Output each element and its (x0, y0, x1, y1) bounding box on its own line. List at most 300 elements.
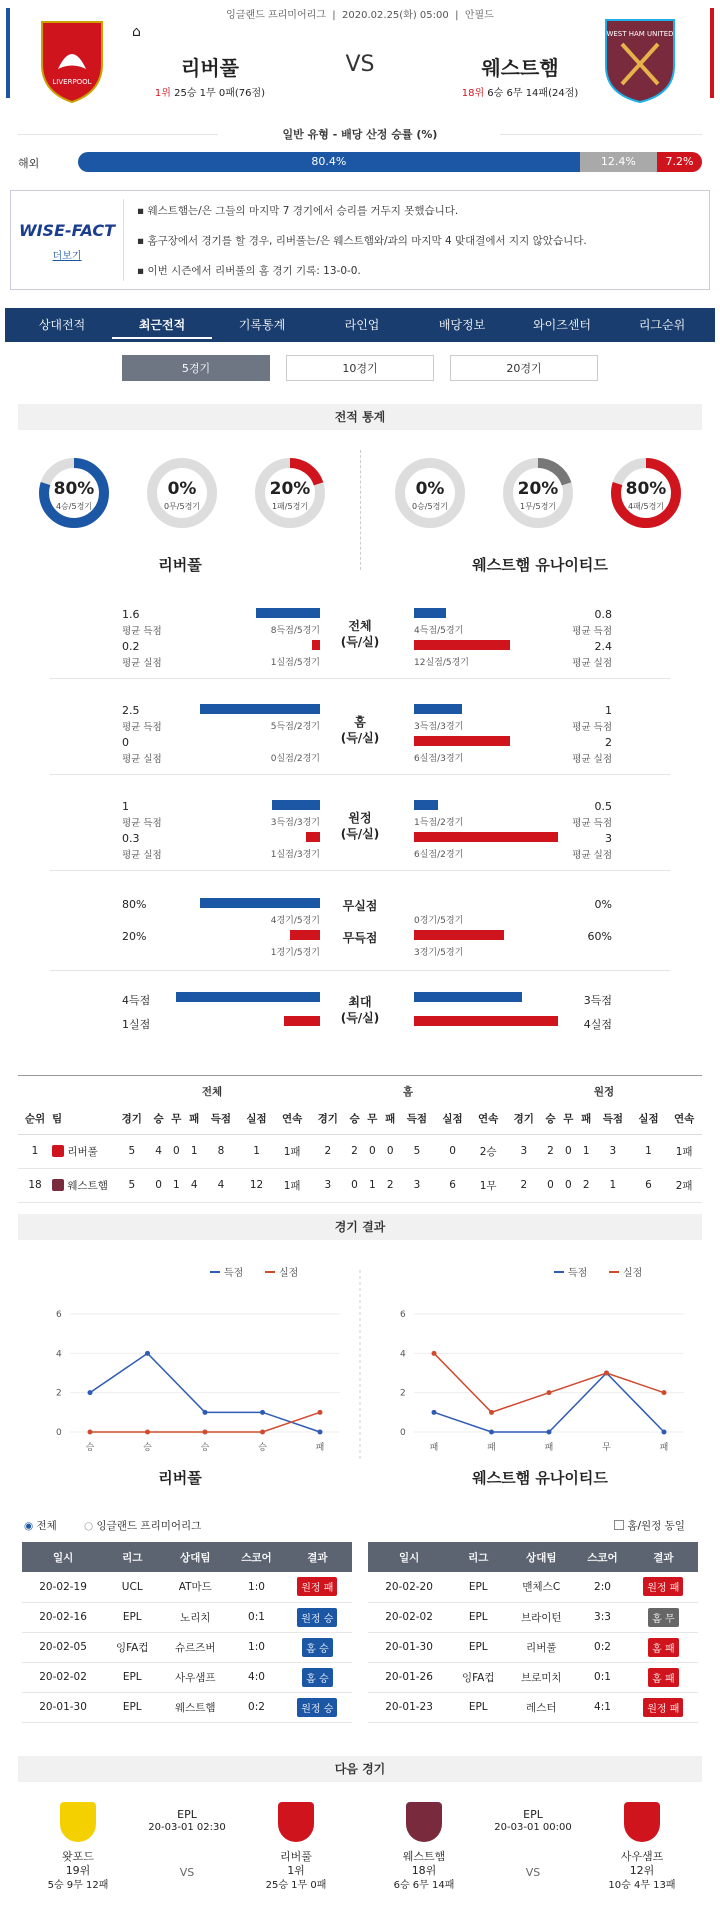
recent-row[interactable] (368, 1662, 698, 1692)
filter-league[interactable]: ○ 잉글랜드 프리미어리그 (84, 1520, 202, 1532)
more-link[interactable]: 더보기 (52, 251, 82, 262)
point-0-1-4 (318, 1410, 323, 1415)
home-home-gf: 2.5 (122, 704, 140, 717)
total-home-gf: 1.6 (122, 608, 140, 621)
col-1-2: 무 (367, 1113, 378, 1126)
clean-away_c1: 0% (594, 898, 612, 911)
col-0-2: 무 (171, 1113, 182, 1126)
next-vs: VS (525, 1866, 541, 1879)
col-0-6: 연속 (282, 1113, 303, 1126)
stat-cell: 2 (386, 1179, 394, 1191)
col-1-0: 경기 (317, 1113, 338, 1126)
result-badge: 홈 패 (648, 1638, 679, 1657)
standings-row (18, 1168, 702, 1202)
tab-0[interactable]: 상대전적 (38, 318, 86, 332)
recent-header: 스코어 (576, 1542, 628, 1572)
away-home-gf-bar (272, 800, 320, 810)
recent-row[interactable] (22, 1662, 352, 1692)
next-vs: VS (179, 1866, 195, 1879)
chart-home-title: 리버풀 (158, 1469, 202, 1487)
total-center-label: 전체 (득/실) (340, 619, 380, 649)
away-home-ga-label: 평균 실점 (122, 850, 162, 861)
clean-home_c2-sub: 1경기/5경기 (270, 948, 320, 958)
recent-cell: 0:1 (230, 1602, 282, 1632)
standings-row (18, 1134, 702, 1168)
col-2-6: 연속 (674, 1113, 695, 1126)
point-0-1-0 (88, 1430, 93, 1435)
recent-cell: 0:2 (576, 1632, 628, 1662)
recent-header: 일시 (368, 1542, 450, 1572)
away-ring-0-pct: 0% (415, 479, 445, 499)
recent-cell: 웨스트햄 (160, 1692, 230, 1722)
stat-cell: 5 (128, 1145, 136, 1157)
home-home-ga: 0 (122, 736, 129, 749)
stat-cell: 0 (449, 1145, 456, 1157)
stat-cell: 5 (128, 1179, 136, 1191)
team-cell[interactable]: 리버풀 (67, 1145, 98, 1158)
recent-cell: 4:0 (230, 1662, 282, 1692)
point-0-1-2 (203, 1430, 208, 1435)
away-ring-1-pct: 20% (517, 479, 559, 499)
next-league: EPL (177, 1808, 197, 1821)
recent-cell: 1:0 (230, 1632, 282, 1662)
away-home-gf: 1 (122, 800, 129, 813)
max-home-gf: 4득점 (122, 994, 151, 1007)
team-logo-icon (624, 1802, 660, 1842)
recent-row[interactable] (22, 1692, 352, 1722)
away-ring-2-pct: 80% (625, 479, 667, 499)
stat-cell: 12 (249, 1179, 264, 1191)
recent-cell: UCL (104, 1572, 160, 1602)
max-away-gf-bar (414, 992, 522, 1002)
fact-1: ▪ 웨스트햄는/은 그들의 마지막 7 경기에서 승리를 거두지 못했습니다. (137, 205, 459, 217)
recent-header: 결과 (283, 1542, 352, 1572)
home-home-gf-label: 평균 득점 (122, 722, 162, 733)
rank-cell: 1 (31, 1145, 39, 1157)
point-0-0-2 (203, 1410, 208, 1415)
total-home-ga-sub: 1실점/5경기 (270, 658, 320, 668)
result-badge: 원정 패 (297, 1577, 337, 1596)
stat-cell: 2패 (675, 1179, 693, 1192)
rank-cell: 18 (28, 1179, 42, 1191)
standings-table (18, 1078, 702, 1203)
odds-title: 일반 유형 - 배당 산정 승률 (%) (282, 128, 438, 141)
recent-cell: 20-02-20 (368, 1572, 450, 1602)
liverpool-logo (32, 14, 112, 104)
next-league: EPL (523, 1808, 543, 1821)
total-away-ga-sub: 12실점/5경기 (414, 658, 469, 668)
next-team2: 리버풀 (280, 1850, 312, 1863)
col-2-0: 경기 (513, 1113, 534, 1126)
stat-cell: 3 (609, 1145, 617, 1157)
total-away-ga-label: 평균 실점 (572, 658, 612, 669)
recent-header: 스코어 (230, 1542, 282, 1572)
total-away-gf: 0.8 (594, 608, 612, 621)
total-away-gf-bar (414, 608, 446, 618)
next-team1-record: 6승 6무 14패 (393, 1880, 455, 1891)
team-badge-icon (52, 1179, 64, 1191)
clean-home_c2: 20% (122, 930, 147, 943)
col-2-5: 실점 (638, 1113, 659, 1126)
xtick-0-3: 승 (258, 1443, 267, 1453)
recent-cell: EPL (450, 1572, 506, 1602)
clean-away_c2: 60% (587, 930, 612, 943)
recent-row[interactable] (368, 1632, 698, 1662)
col-1-6: 연속 (478, 1113, 499, 1126)
ytick-0-0: 0 (56, 1428, 62, 1438)
recent-cell: 잉FA컵 (104, 1632, 160, 1662)
clean-c2-label: 무득점 (342, 931, 378, 945)
home-away-ga-label: 평균 실점 (572, 754, 612, 765)
result-badge: 홈 무 (648, 1608, 679, 1627)
stat-cell: 1 (582, 1145, 590, 1157)
col-0-5: 실점 (246, 1113, 267, 1126)
recent-cell: 맨체스C (506, 1572, 576, 1602)
xtick-1-3: 무 (602, 1443, 611, 1453)
recent-cell: 20-02-19 (22, 1572, 104, 1602)
recent-home-table (22, 1542, 352, 1723)
clean-away_c2-bar (414, 930, 504, 940)
recent-row[interactable] (368, 1692, 698, 1722)
col-1-5: 실점 (442, 1113, 463, 1126)
recent-cell: 20-01-23 (368, 1692, 450, 1722)
recent-cell: 20-02-05 (22, 1632, 104, 1662)
total-away-ga: 2.4 (594, 640, 612, 653)
recent-cell: 레스터 (506, 1692, 576, 1722)
stat-cell: 1 (369, 1179, 376, 1191)
recent-row[interactable] (22, 1632, 352, 1662)
home-away-gf: 1 (605, 704, 612, 717)
tab-5[interactable]: 와이즈센터 (533, 318, 591, 332)
tab-3[interactable]: 라인업 (344, 318, 380, 332)
col-1-4: 득점 (406, 1113, 428, 1126)
col-2-4: 득점 (602, 1113, 624, 1126)
ytick-1-0: 0 (400, 1428, 406, 1438)
away-away-gf-sub: 1득점/2경기 (414, 818, 464, 828)
clean-home_c1-sub: 4경기/5경기 (270, 916, 320, 926)
recent-cell: 20-01-26 (368, 1662, 450, 1692)
home-team-name: 리버풀 (181, 56, 239, 80)
next-date: 20-03-01 02:30 (148, 1822, 226, 1833)
away-away-gf: 0.5 (594, 800, 612, 813)
home-away-gf-label: 평균 득점 (572, 722, 612, 733)
home-away-ga-bar (414, 736, 510, 746)
tab-1[interactable]: 최근전적 (112, 311, 212, 339)
col-2-2: 무 (563, 1113, 574, 1126)
svg-text:LIVERPOOL: LIVERPOOL (52, 78, 92, 86)
point-1-0-1 (489, 1430, 494, 1435)
recent-row[interactable] (368, 1602, 698, 1632)
ytick-1-6: 6 (400, 1310, 406, 1320)
col-0-3: 패 (189, 1113, 200, 1126)
away-color-strip (710, 8, 714, 98)
recent-cell: 슈르즈버 (160, 1632, 230, 1662)
wise-fact-logo: WISE-FACT (18, 221, 116, 240)
total-away-ga-bar (414, 640, 510, 650)
recent-cell: 잉FA컵 (450, 1662, 506, 1692)
stat-cell: 1 (173, 1179, 180, 1191)
col-0-1: 승 (153, 1113, 164, 1126)
standings-group-away: 원정 (593, 1085, 615, 1098)
next-team1: 웨스트햄 (402, 1850, 446, 1863)
chart-away-title: 웨스트햄 유나이티드 (472, 1469, 608, 1487)
ytick-0-6: 6 (56, 1310, 62, 1320)
home-home-gf-bar (200, 704, 320, 714)
recent-cell: 0:1 (576, 1662, 628, 1692)
point-1-1-0 (432, 1351, 437, 1356)
xtick-1-2: 패 (544, 1443, 554, 1453)
max-home-ga-bar (284, 1016, 320, 1026)
point-1-1-2 (547, 1390, 552, 1395)
stat-cell: 2 (351, 1145, 358, 1157)
next-team1-rank: 19위 (65, 1864, 91, 1877)
away-home-ga-sub: 1실점/3경기 (270, 850, 320, 860)
home-record: 1위 25승 1무 0패(76점) (154, 88, 266, 99)
recent-row[interactable] (22, 1572, 352, 1602)
standings-group-all: 전체 (201, 1085, 223, 1098)
point-0-1-3 (260, 1430, 265, 1435)
recent-header: 상대팀 (160, 1542, 230, 1572)
stat-cell: 2 (324, 1145, 332, 1157)
recent-header: 리그 (450, 1542, 506, 1572)
point-1-0-0 (432, 1410, 437, 1415)
games-10-button[interactable]: 10경기 (286, 355, 434, 381)
stat-cell: 0 (386, 1145, 394, 1157)
home-ring-0-pct: 80% (53, 479, 95, 499)
next-match-1[interactable] (368, 1800, 698, 1910)
next-team2: 사우샘프 (620, 1850, 664, 1863)
recent-cell: 20-02-16 (22, 1602, 104, 1632)
recent-header: 상대팀 (506, 1542, 576, 1572)
home-away-ga-sub: 6실점/3경기 (414, 754, 464, 764)
next-team2-record: 10승 4무 13패 (608, 1880, 676, 1891)
stat-cell: 2 (547, 1145, 554, 1157)
recent-cell: 2:0 (576, 1572, 628, 1602)
away-home-gf-sub: 3득점/3경기 (270, 818, 320, 828)
point-1-1-3 (604, 1371, 609, 1376)
stat-cell: 4 (190, 1179, 198, 1191)
games-20-button[interactable]: 20경기 (450, 355, 598, 381)
clean-home_c1-bar (200, 898, 320, 908)
stats-title: 전적 통계 (18, 404, 702, 430)
next-team1: 왓포드 (62, 1850, 94, 1863)
recent-cell: 20-01-30 (368, 1632, 450, 1662)
point-0-0-1 (145, 1351, 150, 1356)
home-ring-1-pct: 0% (167, 479, 197, 499)
stat-cell: 2 (520, 1179, 528, 1191)
recent-cell: 20-02-02 (368, 1602, 450, 1632)
point-0-0-3 (260, 1410, 265, 1415)
odds-away: 7.2% (657, 152, 702, 172)
standings-group-home: 홈 (402, 1085, 414, 1098)
vs-label: VS (345, 52, 375, 77)
home-team-full: 리버풀 (158, 556, 202, 574)
recent-cell: EPL (450, 1692, 506, 1722)
max-home-gf-bar (176, 992, 320, 1002)
xtick-0-1: 승 (143, 1443, 152, 1453)
recent-cell: 4:1 (576, 1692, 628, 1722)
recent-cell: 브라이턴 (506, 1602, 576, 1632)
max-away-ga-bar (414, 1016, 558, 1026)
recent-cell: EPL (104, 1662, 160, 1692)
recent-cell: EPL (450, 1602, 506, 1632)
away-home-gf-label: 평균 득점 (122, 818, 162, 829)
next-team1-record: 5승 9무 12패 (47, 1880, 109, 1891)
results-charts (0, 1250, 720, 1480)
clean-c1-label: 무실점 (342, 899, 378, 913)
team-logo-icon (406, 1802, 442, 1842)
home-ring-2-pct: 20% (269, 479, 311, 499)
col-0-4: 득점 (210, 1113, 232, 1126)
legend-label-1-1: 실점 (623, 1268, 643, 1279)
clean-away_c1-sub: 0경기/5경기 (414, 916, 464, 926)
recent-cell: 20-01-30 (22, 1692, 104, 1722)
xtick-1-0: 패 (429, 1443, 439, 1453)
max-home-ga: 1실점 (122, 1018, 151, 1031)
next-title: 다음 경기 (18, 1756, 702, 1782)
total-away-gf-sub: 4득점/5경기 (414, 626, 464, 636)
wise-fact-box (10, 190, 710, 290)
recent-cell: 3:3 (576, 1602, 628, 1632)
total-home-ga-bar (312, 640, 320, 650)
total-home-gf-label: 평균 득점 (122, 626, 162, 637)
next-team2-rank: 1위 (287, 1864, 305, 1877)
match-info: 잉글랜드 프리미어리그 | 2020.02.25(화) 05:00 | 안필드 (226, 10, 494, 21)
next-team1-rank: 18위 (411, 1864, 437, 1877)
home-home-ga-label: 평균 실점 (122, 754, 162, 765)
home-color-strip (6, 8, 10, 98)
stat-cell: 0 (351, 1179, 358, 1191)
col-rank: 순위 (24, 1113, 46, 1126)
next-team2-rank: 12위 (629, 1864, 655, 1877)
recent-cell: 리버풀 (506, 1632, 576, 1662)
filter-all[interactable]: ◉ 전체 (24, 1520, 57, 1532)
stat-cell: 0 (564, 1145, 572, 1157)
ytick-0-2: 2 (56, 1388, 62, 1399)
recent-cell: AT마드 (160, 1572, 230, 1602)
recent-row[interactable] (22, 1602, 352, 1632)
stat-cell: 2 (582, 1179, 590, 1191)
filter-same-venue[interactable]: 홈/원정 동일 (614, 1518, 685, 1533)
away-team-full: 웨스트햄 유나이티드 (472, 556, 608, 574)
recent-header: 일시 (22, 1542, 104, 1572)
total-home-gf-sub: 8득점/5경기 (270, 626, 320, 636)
away-team-name: 웨스트햄 (481, 56, 559, 80)
stat-cell: 3 (413, 1179, 421, 1191)
tab-6[interactable]: 리그순위 (638, 318, 686, 332)
max-center-label: 최대 (득/실) (340, 995, 380, 1025)
home-away-gf-bar (414, 704, 462, 714)
legend-label-0-0: 득점 (224, 1268, 244, 1279)
fact-3: ▪ 이번 시즌에서 리버풀의 홈 경기 기록: 13-0-0. (137, 265, 361, 277)
away-home-ga: 0.3 (122, 832, 140, 845)
clean-home_c2-bar (290, 930, 320, 940)
legend-label-1-0: 득점 (568, 1268, 588, 1279)
home-away-ga: 2 (605, 736, 612, 749)
home-ring-0-sub: 4승/5경기 (55, 502, 93, 511)
stat-cell: 1패 (283, 1145, 301, 1158)
recent-cell: 20-02-02 (22, 1662, 104, 1692)
home-ring-1-sub: 0무/5경기 (163, 502, 201, 511)
recent-cell: EPL (104, 1602, 160, 1632)
clean-away_c2-sub: 3경기/5경기 (414, 948, 464, 958)
legend-label-0-1: 실점 (279, 1268, 299, 1279)
stat-cell: 4 (217, 1179, 225, 1191)
recent-header: 결과 (629, 1542, 698, 1572)
home-home-gf-sub: 5득점/2경기 (270, 722, 320, 732)
stat-cell: 1 (253, 1145, 260, 1157)
westham-logo (600, 14, 680, 104)
result-badge: 원정 패 (643, 1698, 683, 1717)
team-badge-icon (52, 1145, 64, 1157)
recent-row[interactable] (368, 1572, 698, 1602)
away-record: 18위 6승 6무 14패(24점) (461, 88, 579, 99)
stat-cell: 6 (645, 1179, 652, 1191)
result-badge: 홈 승 (302, 1668, 333, 1687)
next-match-0[interactable] (22, 1800, 352, 1910)
team-cell[interactable]: 웨스트햄 (67, 1179, 108, 1192)
result-badge: 원정 승 (297, 1608, 337, 1627)
away-ring-0-sub: 0승/5경기 (411, 502, 449, 511)
recent-cell: 사우샘프 (160, 1662, 230, 1692)
svg-text:WEST HAM UNITED: WEST HAM UNITED (606, 30, 674, 38)
col-team: 팀 (52, 1113, 63, 1126)
fact-2: ▪ 홈구장에서 경기를 할 경우, 리버풀는/은 웨스트햄와/과의 마지막 4 맞대결에서 지지 않았습니다. (137, 235, 587, 247)
away-away-gf-label: 평균 득점 (572, 818, 612, 829)
stat-cell: 1 (190, 1145, 198, 1157)
stat-cell: 0 (173, 1145, 180, 1157)
next-date: 20-03-01 00:00 (494, 1822, 572, 1833)
stat-cell: 0 (155, 1179, 162, 1191)
stat-cell: 4 (155, 1145, 162, 1157)
max-away-gf: 3득점 (583, 994, 612, 1007)
xtick-1-1: 패 (487, 1443, 496, 1453)
home-home-ga-sub: 0실점/2경기 (270, 754, 320, 764)
result-badge: 홈 패 (648, 1668, 679, 1687)
result-badge: 원정 패 (643, 1577, 683, 1596)
ytick-1-2: 2 (400, 1388, 406, 1399)
point-1-1-4 (662, 1390, 667, 1395)
tab-4[interactable]: 배당정보 (438, 318, 486, 332)
total-home-ga-label: 평균 실점 (122, 658, 162, 669)
ytick-1-4: 4 (400, 1349, 406, 1360)
total-home-ga: 0.2 (122, 640, 140, 653)
series-line-1-0 (434, 1373, 664, 1432)
point-1-0-4 (662, 1430, 667, 1435)
away-away-ga-bar (414, 832, 558, 842)
tab-2[interactable]: 기록통계 (238, 318, 286, 332)
next-team2-record: 25승 1무 0패 (265, 1880, 327, 1891)
stat-cell: 0 (547, 1179, 554, 1191)
away-away-gf-bar (414, 800, 438, 810)
max-away-ga: 4실점 (583, 1018, 612, 1031)
point-0-0-0 (88, 1390, 93, 1395)
team-logo-icon (278, 1802, 314, 1842)
games-5-button[interactable]: 5경기 (122, 355, 270, 381)
stat-cell: 1패 (283, 1179, 301, 1192)
home-icon[interactable]: ⌂ (132, 24, 141, 40)
stat-cell: 1패 (675, 1145, 693, 1158)
home-away-gf-sub: 3득점/3경기 (414, 722, 464, 732)
recent-away-table (368, 1542, 698, 1723)
point-0-1-1 (145, 1430, 150, 1435)
col-2-3: 패 (581, 1113, 592, 1126)
col-0-0: 경기 (121, 1113, 142, 1126)
result-badge: 홈 승 (302, 1638, 333, 1657)
point-1-1-1 (489, 1410, 494, 1415)
stat-cell: 8 (217, 1145, 225, 1157)
xtick-0-4: 패 (315, 1443, 325, 1453)
